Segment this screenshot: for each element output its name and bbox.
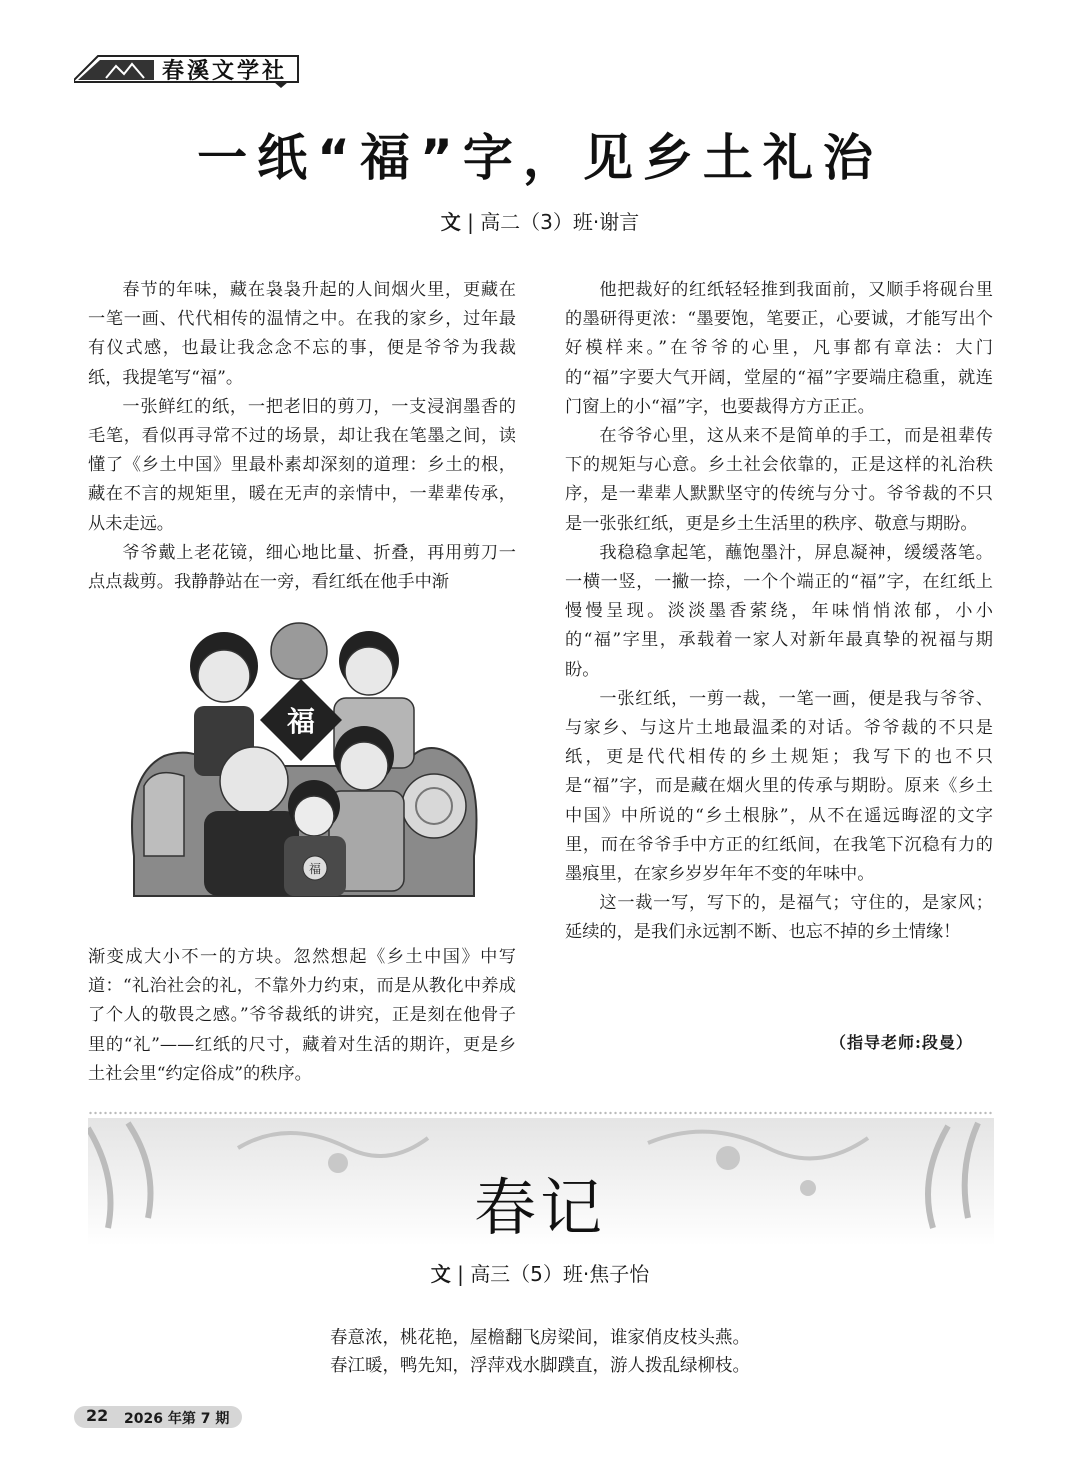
column-name: 春溪文学社	[162, 58, 288, 84]
family-illustration	[124, 606, 484, 911]
byline-author: 高二（3）班·谢言	[480, 210, 640, 234]
paragraph: 我稳稳拿起笔，蘸饱墨汁，屏息凝神，缓缓落笔。一横一竖，一撇一捺，一个个端正的“福”字，在红纸上慢慢呈现。淡淡墨香萦绕，年味悄悄浓郁，小小的“福”字里，承载着一家人对新年最真挚的祝福与期盼。	[565, 542, 993, 680]
page-number: 22	[86, 1406, 109, 1425]
issue-label: 2026 年第 7 期	[124, 1411, 230, 1427]
fu-sign-text: 福	[286, 705, 316, 738]
byline-author: 高三（5）班·焦子怡	[470, 1262, 650, 1286]
left-column-continued	[88, 943, 516, 1089]
byline-prefix: 文	[430, 1262, 451, 1286]
poem-line: 春江暖，鸭先知，浮萍戏水脚蹼直，游人拨乱绿柳枝。	[330, 1356, 750, 1376]
paragraph: 渐变成大小不一的方块。忽然想起《乡土中国》中写道：“礼治社会的礼，不靠外力约束，而是从教化中养成了个人的敬畏之感。”爷爷裁纸的讲究，正是刻在他骨子里的“礼”——红纸的尺寸，藏着对生活的期许，更是乡土社会里“约定俗成”的秩序。	[88, 947, 516, 1084]
byline-prefix: 文	[440, 210, 461, 234]
poem-body	[0, 1324, 1080, 1380]
byline-separator: |	[467, 210, 481, 234]
poem-line: 春意浓，桃花艳，屋檐翻飞房梁间，谁家俏皮枝头燕。	[330, 1328, 750, 1348]
paragraph: 一张鲜红的纸，一把老旧的剪刀，一支浸润墨香的毛笔，看似再寻常不过的场景，却让我在笔墨之间，读懂了《乡土中国》里最朴素却深刻的道理：乡土的根，藏在不言的规矩里，暖在无声的亲情中，一辈辈传承，从未走远。	[88, 396, 516, 534]
paragraph: 春节的年味，藏在袅袅升起的人间烟火里，更藏在一笔一画、代代相传的温情之中。在我的家乡，过年最有仪式感，也最让我念念不忘的事，便是爷爷为我裁纸，我提笔写“福”。	[88, 280, 516, 388]
paragraph: 这一裁一写，写下的，是福气；守住的，是家风；延续的，是我们永远割不断、也忘不掉的乡土情缘！	[565, 893, 993, 943]
paragraph: 一张红纸，一剪一裁，一笔一画，便是我与爷爷、与家乡、与这片土地最温柔的对话。爷爷裁的不只是纸，更是代代相传的乡土规矩；我写下的也不只是“福”字，而是藏在烟火里的传承与期盼。原来《乡土中国》中所说的“乡土根脉”，从不在遥远晦涩的文字里，而在爷爷手中方正的红纸间，在我笔下沉稳有力的墨痕里，在家乡岁岁年年不变的年味中。	[565, 688, 993, 885]
byline-separator: |	[457, 1262, 471, 1286]
poem-byline	[0, 1258, 1080, 1287]
poem-title: 春记	[473, 1171, 606, 1244]
article-title: 一纸“福”字，见乡土礼治	[197, 129, 883, 187]
section-divider	[88, 1111, 994, 1115]
teacher-note: （指导老师:段曼）	[830, 1033, 973, 1052]
paragraph: 他把裁好的红纸轻轻推到我面前，又顺手将砚台里的墨研得更浓：“墨要饱，笔要正，心要诚，才能写出个好模样来。”在爷爷的心里，凡事都有章法：大门的“福”字要大气开阔，堂屋的“福”字要端庄稳重，就连门窗上的小“福”字，也要裁得方方正正。	[565, 280, 993, 417]
paragraph: 在爷爷心里，这从来不是简单的手工，而是祖辈传下的规矩与心意。乡土社会依靠的，正是这样的礼治秩序，是一辈辈人默默坚守的传统与分寸。爷爷裁的不只是一张张红纸，更是乡土生活里的秩序、敬意与期盼。	[565, 426, 993, 534]
paragraph: 爷爷戴上老花镜，细心地比量、折叠，再用剪刀一点点裁剪。我静静站在一旁，看红纸在他手中渐	[88, 542, 516, 593]
left-column	[88, 276, 516, 597]
article-byline	[0, 206, 1080, 235]
child-badge-text: 福	[308, 862, 322, 876]
right-column	[565, 276, 993, 948]
